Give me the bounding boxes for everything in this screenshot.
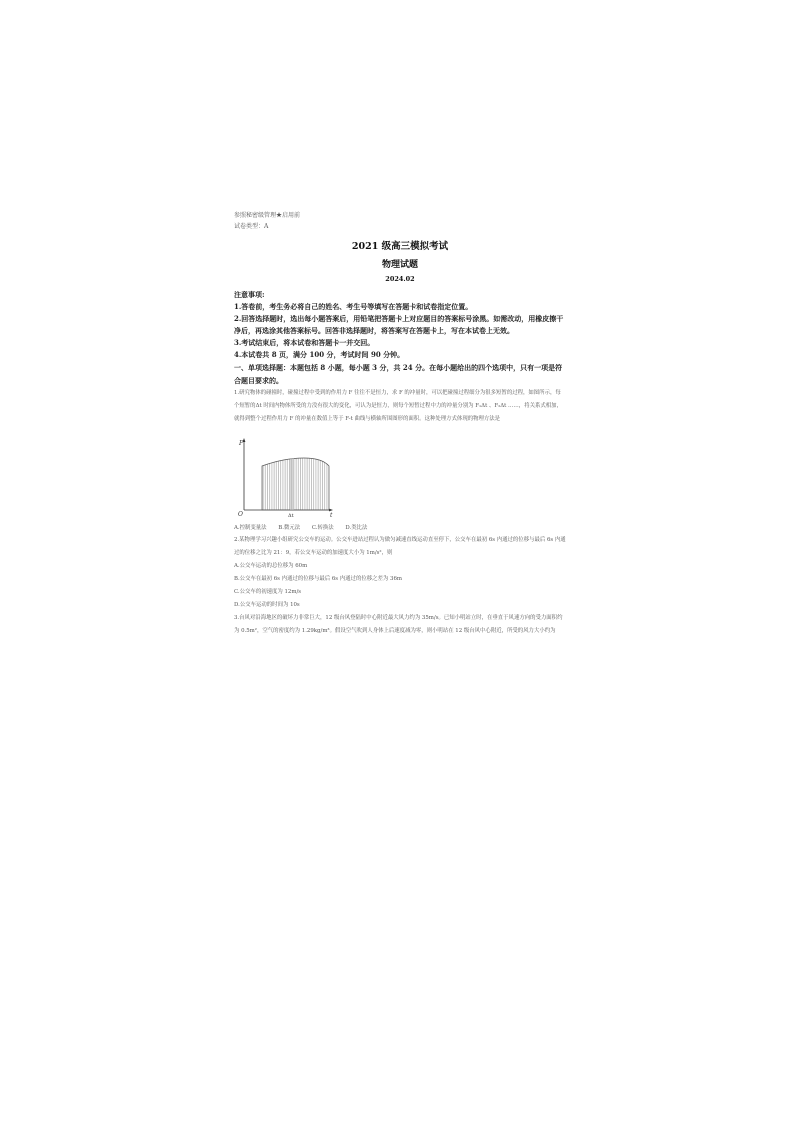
x-axis-arrow [329,509,333,512]
option-a[interactable]: A.公交车运动的总位移为 60m [234,563,308,569]
impulse-area [262,458,329,510]
question-3-stem: 3.台风对沿海地区的破坏力非常巨大，12 级台风登陆时中心附近最大风力约为 35m/s。已知小明站立时，在垂直于风速方向的受力面积约为 0.5m²，空气的密度约为 1.29kg/m³。假设空气吹到人身体上后速度减为零，则小明站在 12 级台风中心附近，所受的风力大小约为 [234,615,563,634]
question-1-stem: 1.研究物体的碰撞时，碰撞过程中受到的作用力 F 往往不是恒力，求 F 的冲量时，可以把碰撞过程细分为很多短暂的过程，如图所示，每个短暂的Δt 时间内物体所受的力没有很大的变化，可认为是恒力，则每个短暂过程中力的冲量分别为 F₁Δt 、F₂Δt ……，将关系式相加，就得到整个过程作用力 F 的冲量在数值上等于 F-t 曲线与横轴所围图形的面积。这种处理方式体现的物理方法是 [234,390,562,422]
option-b[interactable]: B.公交车在最初 6s 内通过的位移与最后 6s 内通过的位移之差为 36m [234,576,402,582]
f-t-graph [234,436,334,518]
y-axis-label: F [239,440,244,447]
x-axis-label: t [330,512,333,518]
paper-type-label: 试卷类型：A [234,223,269,230]
option-d[interactable]: D.类比法 [345,525,368,531]
option-b[interactable]: B.微元法 [278,525,301,531]
exam-date: 2024.02 [385,275,415,283]
question-1-options [234,522,566,534]
notice-item: 3.考试结束后，将本试卷和答题卡一并交回。 [234,338,375,347]
origin-label: O [238,511,243,518]
question-2-stem: 2.某物理学习兴趣小组研究公交车的运动。公交车进站过程认为做匀减速直线运动直至停下，公交车在最初 6s 内通过的位移与最后 6s 内通过的位移之比为 21：9，若公交车运动的加速度大小为 1m/s²，则 [234,537,566,556]
subject-title: 物理试题 [381,260,418,270]
option-c[interactable]: C.转换法 [311,525,334,531]
secrecy-label: 参照秘密级管理★启用前 [234,212,301,219]
option-c[interactable]: C.公交车的初速度为 12m/s [234,589,302,595]
notice-item: 4.本试卷共 8 页，满分 100 分，考试时间 90 分钟。 [234,350,405,359]
exam-page [234,210,566,638]
section-heading: 一、单项选择题：本题包括 8 小题，每小题 3 分，共 24 分。在每小题给出的四个选项中，只有一项是符合题目要求的。 [234,363,563,385]
notice-item: 2.回答选择题时，选出每小题答案后，用铅笔把答题卡上对应题目的答案标号涂黑。如需改动，用橡皮擦干净后，再选涂其他答案标号。回答非选择题时，将答案写在答题卡上，写在本试卷上无效。 [234,314,564,335]
option-a[interactable]: A.控制变量法 [234,525,267,531]
delta-t-label: Δt [288,513,294,518]
delta-t-strip [290,458,294,510]
notice-item: 1.答卷前，考生务必将自己的姓名、考生号等填写在答题卡和试卷指定位置。 [234,302,473,311]
exam-title: 2021 级高三模拟考试 [351,241,449,252]
notice-heading: 注意事项: [234,290,265,299]
notice-block [234,289,566,361]
option-d[interactable]: D.公交车运动的时间为 10s [234,602,300,608]
